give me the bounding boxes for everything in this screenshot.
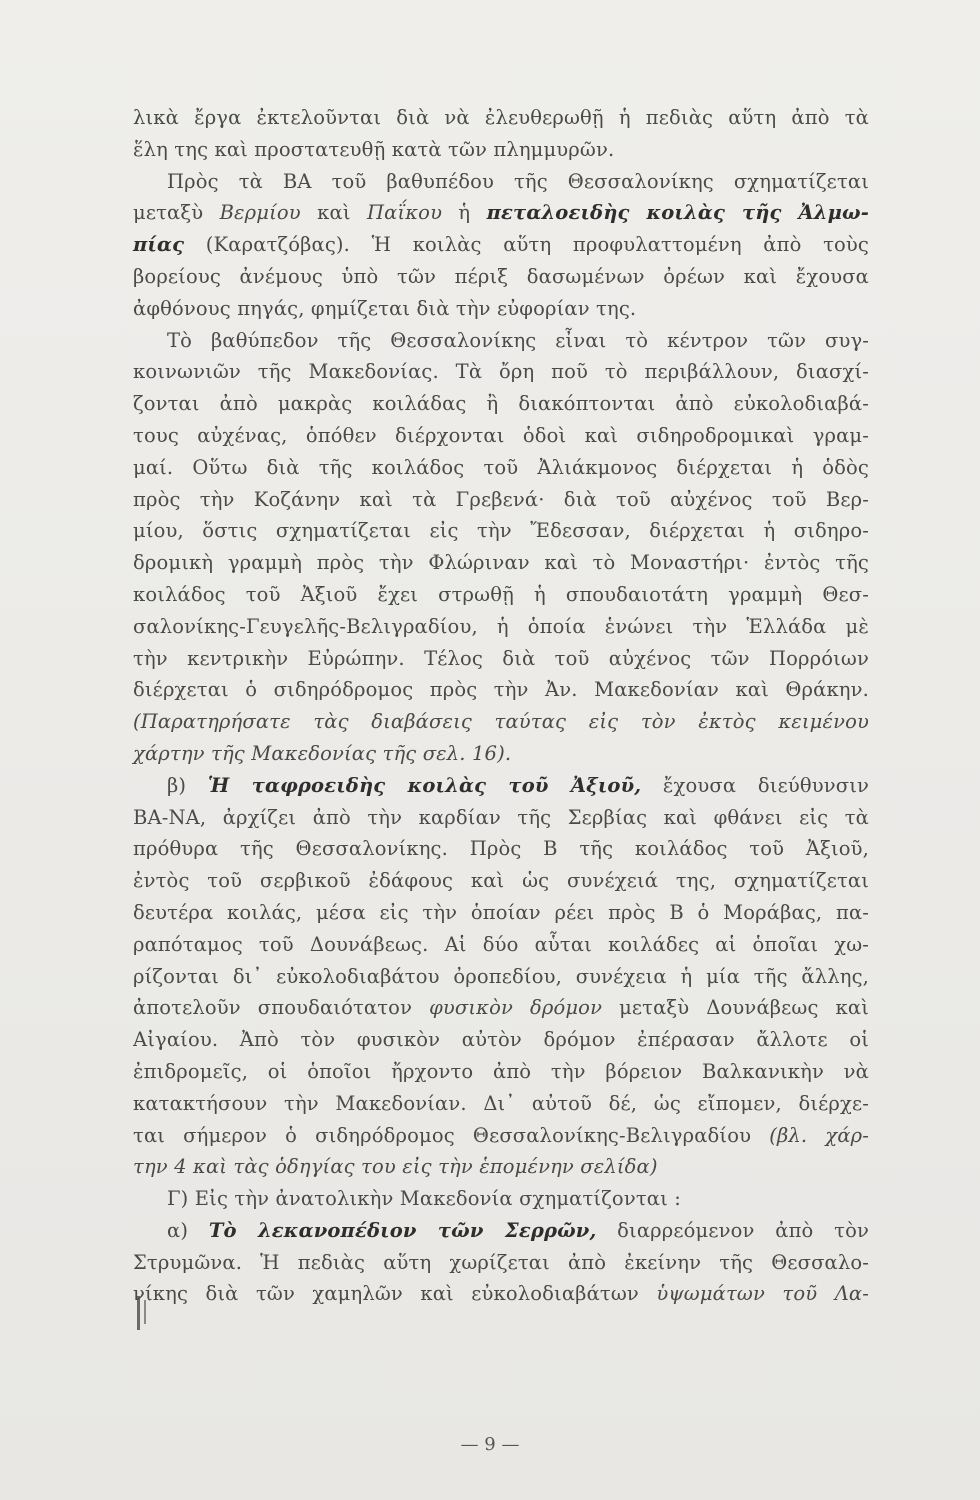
text-segment: β) [167, 773, 208, 797]
text-segment: μαί. Οὕτω διὰ τῆς κοιλάδος τοῦ Ἀλιάκμονος διέρχεται ἡ ὁδὸς [133, 455, 869, 479]
text-segment: κοινωνιῶν τῆς Μακεδονίας. Τὰ ὄρη ποῦ τὸ περιβάλλουν, διασχί- [133, 360, 869, 384]
text-line [133, 738, 869, 770]
text-line [133, 643, 869, 675]
text-line [133, 484, 869, 516]
text-line [133, 674, 869, 706]
text-segment: νίκης διὰ τῶν χαμηλῶν καὶ εὐκολοδιαβάτων [133, 1282, 657, 1306]
text-segment: κοιλάδος τοῦ Ἀξιοῦ ἔχει στρωθῇ ἡ σπουδαιοτάτη γραμμὴ Θεσ- [133, 582, 869, 606]
text-line [133, 1120, 869, 1152]
text-line [133, 325, 869, 357]
text-line [133, 961, 869, 993]
text-segment: ΒΑ-ΝΑ, ἀρχίζει ἀπὸ τὴν καρδίαν τῆς Σερβίας καὶ φθάνει εἰς τὰ [133, 805, 869, 829]
italic-text: χάρτην τῆς Μακεδονίας τῆς σελ. 16). [133, 741, 512, 765]
text-line [133, 611, 869, 643]
text-line [133, 1278, 869, 1310]
page-number: — 9 — [460, 1434, 520, 1455]
text-line [133, 770, 869, 802]
text-segment: ρίζονται δι᾽ εὐκολοδιαβάτου ὀροπεδίου, συνέχεια ἡ μία τῆς ἄλλης, [133, 964, 869, 988]
text-segment: καὶ [300, 201, 367, 225]
bold-heading-text: Ἡ ταφροειδὴς κοιλὰς τοῦ Ἀξιοῦ, [207, 773, 642, 797]
text-segment: πρὸς τὴν Κοζάνην καὶ τὰ Γρεβενά· διὰ τοῦ αὐχένος τοῦ Βερ- [133, 487, 869, 511]
text-segment: ἀποτελοῦν σπουδαιότατον [133, 996, 430, 1020]
text-segment: α) [167, 1218, 209, 1242]
text-segment: τὴν κεντρικὴν Εὐρώπην. Τέλος διὰ τοῦ αὐχένος τῶν Πορρόιων [133, 646, 869, 670]
text-line [133, 515, 869, 547]
italic-text: την 4 καὶ τὰς ὁδηγίας του εἰς τὴν ἑπομένην σελίδα) [133, 1155, 658, 1179]
text-segment: Στρυμῶνα. Ἡ πεδιὰς αὕτη χωρίζεται ἀπὸ ἐκείνην τῆς Θεσσαλο- [133, 1250, 869, 1274]
text-line [133, 1056, 869, 1088]
text-line [133, 356, 869, 388]
text-line [133, 420, 869, 452]
text-line [133, 166, 869, 198]
text-line [133, 1215, 869, 1247]
text-line [133, 452, 869, 484]
text-segment: σαλονίκης-Γευγελῆς-Βελιγραδίου, ἡ ὁποία ἑνώνει τὴν Ἑλλάδα μὲ [133, 614, 869, 638]
bold-heading-text: πεταλοειδὴς κοιλὰς τῆς Ἀλμω- [486, 201, 869, 225]
text-line [133, 197, 869, 229]
text-line [133, 929, 869, 961]
text-segment: τους αὐχένας, ὁπόθεν διέρχονται ὁδοὶ καὶ σιδηροδρομικαὶ γραμ- [133, 423, 869, 447]
text-line [133, 802, 869, 834]
text-segment: ἐπιδρομεῖς, οἱ ὁποῖοι ἤρχοντο ἀπὸ τὴν βόρειον Βαλκανικὴν νὰ [133, 1059, 869, 1083]
italic-text: (Παρατηρήσατε τὰς διαβάσεις ταύτας εἰς τὸν ἐκτὸς κειμένου [133, 710, 869, 734]
text-segment: ἔχουσα διεύθυνσιν [641, 773, 870, 797]
text-line [133, 1088, 869, 1120]
text-segment: Αἰγαίου. Ἀπὸ τὸν φυσικὸν αὐτὸν δρόμον ἐπέρασαν ἄλλοτε οἱ [133, 1028, 869, 1052]
text-line [133, 865, 869, 897]
text-line [133, 547, 869, 579]
bold-heading-text: Τὸ λεκανοπέδιον τῶν Σερρῶν, [208, 1218, 597, 1242]
text-segment: ἐντὸς τοῦ σερβικοῦ ἐδάφους καὶ ὡς συνέχειά της, σχηματίζεται [133, 869, 869, 893]
text-line [133, 102, 869, 134]
text-line [133, 134, 869, 166]
italic-text: Παΐκου [366, 201, 443, 225]
italic-text: ὑψωμάτων τοῦ Λα- [656, 1282, 869, 1306]
text-segment: ραπόταμος τοῦ Δουνάβεως. Αἱ δύο αὗται κοιλάδες αἱ ὁποῖαι χω- [133, 932, 869, 956]
text-segment: ζονται ἀπὸ μακρὰς κοιλάδας ἢ διακόπτονται ἀπὸ εὐκολοδιαβά- [133, 392, 869, 416]
italic-text: φυσικὸν δρόμον [429, 996, 603, 1020]
text-segment: μεταξὺ Δουνάβεως καὶ [602, 996, 870, 1020]
text-segment: μίου, ὅστις σχηματίζεται εἰς τὴν Ἔδεσσαν, διέρχεται ἡ σιδηρο- [133, 519, 869, 543]
text-segment: ἀφθόνους πηγάς, φημίζεται διὰ τὴν εὐφορίαν της. [133, 296, 637, 320]
text-line [133, 388, 869, 420]
text-segment: διέρχεται ὁ σιδηρόδρομος πρὸς τὴν Ἀν. Μακεδονίαν καὶ Θράκην. [133, 678, 869, 702]
text-line [133, 833, 869, 865]
text-line [133, 1247, 869, 1279]
text-segment: (Καρατζόβας). Ἡ κοιλὰς αὕτη προφυλαττομένη ἀπὸ τοὺς [184, 233, 869, 257]
text-segment: Πρὸς τὰ ΒΑ τοῦ βαθυπέδου τῆς Θεσσαλονίκης σχηματίζεται [167, 169, 869, 193]
text-segment: βορείους ἀνέμους ὑπὸ τῶν πέριξ δασωμένων ὀρέων καὶ ἔχουσα [133, 264, 869, 288]
italic-text: (βλ. χάρ- [769, 1123, 869, 1147]
text-segment: πρόθυρα τῆς Θεσσαλονίκης. Πρὸς Β τῆς κοιλάδος τοῦ Ἀξιοῦ, [133, 837, 869, 861]
text-segment: μεταξὺ [133, 201, 220, 225]
text-line [133, 293, 869, 325]
text-segment: ἡ [442, 201, 487, 225]
text-line [133, 1151, 869, 1183]
text-line [133, 229, 869, 261]
text-segment: δρομικὴ γραμμὴ πρὸς τὴν Φλώριναν καὶ τὸ Μοναστήρι· ἐντὸς τῆς [133, 551, 869, 575]
text-segment: Τὸ βαθύπεδον τῆς Θεσσαλονίκης εἶναι τὸ κέντρον τῶν συγ- [167, 328, 869, 352]
text-line [133, 992, 869, 1024]
text-segment: κατακτήσουν τὴν Μακεδονίαν. Δι᾽ αὐτοῦ δέ, ὡς εἴπομεν, διέρχε- [133, 1091, 869, 1115]
text-segment: λικὰ ἔργα ἐκτελοῦνται διὰ νὰ ἐλευθερωθῇ ἡ πεδιὰς αὕτη ἀπὸ τὰ [133, 106, 869, 129]
text-line [133, 706, 869, 738]
text-segment: Γ) Εἰς τὴν ἀνατολικὴν Μακεδονία σχηματίζονται : [167, 1187, 681, 1211]
text-line [133, 1024, 869, 1056]
text-segment: ται σήμερον ὁ σιδηρόδρομος Θεσσαλονίκης-Βελιγραδίου [133, 1123, 770, 1147]
text-line [133, 1183, 869, 1215]
text-line [133, 897, 869, 929]
text-line [133, 261, 869, 293]
text-segment: διαρρεόμενον ἀπὸ τὸν [596, 1218, 869, 1242]
text-line [133, 579, 869, 611]
text-segment: ἕλη της καὶ προστατευθῇ κατὰ τῶν πλημμυρῶν. [133, 137, 615, 161]
bold-heading-text: πίας [133, 233, 185, 257]
text-segment: δευτέρα κοιλάς, μέσα εἰς τὴν ὁποίαν ρέει πρὸς Β ὁ Μοράβας, πα- [133, 900, 869, 924]
body-text [133, 102, 869, 1310]
italic-text: Βερμίου [219, 201, 301, 225]
